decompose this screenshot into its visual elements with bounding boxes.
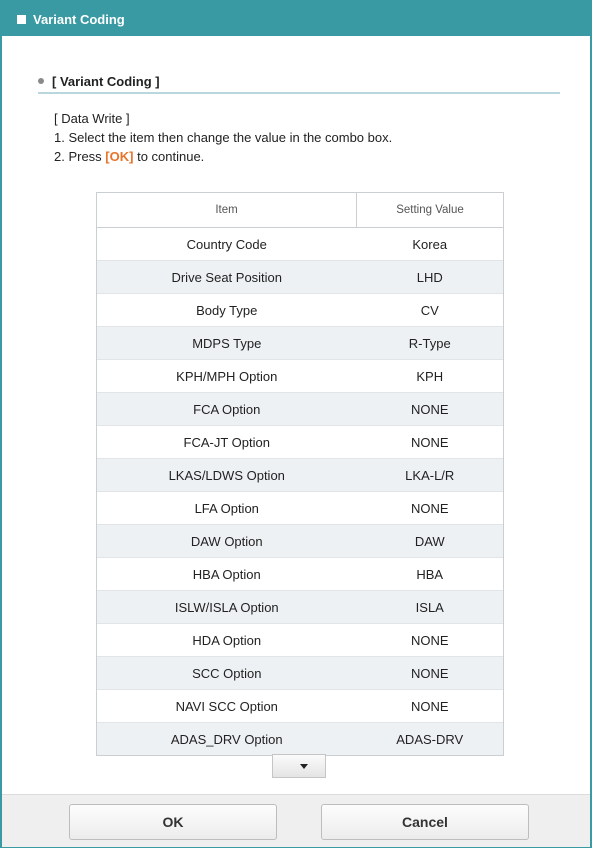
section-heading-label: [ Variant Coding ] — [52, 73, 160, 89]
window-title: Variant Coding — [33, 11, 125, 27]
row-value: Korea — [357, 228, 504, 261]
variant-table — [96, 192, 504, 756]
instructions — [54, 109, 392, 166]
table-row[interactable] — [97, 327, 503, 360]
row-item: MDPS Type — [97, 327, 357, 360]
window-square-icon — [17, 15, 26, 24]
row-item: NAVI SCC Option — [97, 690, 357, 723]
row-value: NONE — [357, 492, 504, 525]
table-body — [97, 228, 503, 756]
row-item: KPH/MPH Option — [97, 360, 357, 393]
cancel-button[interactable]: Cancel — [321, 804, 529, 840]
value-combo-box[interactable] — [272, 754, 326, 778]
table-row[interactable] — [97, 261, 503, 294]
table-header-row — [97, 193, 503, 228]
table-row[interactable] — [97, 723, 503, 756]
chevron-down-icon — [300, 764, 308, 769]
row-item: Drive Seat Position — [97, 261, 357, 294]
bullet-dot-icon — [38, 78, 44, 84]
table-row[interactable] — [97, 624, 503, 657]
table-row[interactable] — [97, 294, 503, 327]
row-value: CV — [357, 294, 504, 327]
row-item: FCA-JT Option — [97, 426, 357, 459]
instruction-line-3-prefix: 2. Press — [54, 149, 106, 164]
row-item: LKAS/LDWS Option — [97, 459, 357, 492]
table-row[interactable] — [97, 525, 503, 558]
row-value: ADAS-DRV — [357, 723, 504, 756]
row-value: DAW — [357, 525, 504, 558]
row-item: ADAS_DRV Option — [97, 723, 357, 756]
table-row[interactable] — [97, 426, 503, 459]
table-row[interactable] — [97, 459, 503, 492]
instruction-line-1: [ Data Write ] — [54, 111, 130, 126]
row-value: NONE — [357, 657, 504, 690]
table-row[interactable] — [97, 558, 503, 591]
instruction-line-2: 1. Select the item then change the value in the combo box. — [54, 130, 393, 145]
row-value: NONE — [357, 426, 504, 459]
row-item: Body Type — [97, 294, 357, 327]
ok-button[interactable]: OK — [69, 804, 277, 840]
instruction-line-3 — [54, 147, 392, 166]
table-row[interactable] — [97, 591, 503, 624]
table-row[interactable] — [97, 492, 503, 525]
column-header-item: Item — [97, 193, 357, 228]
row-value: NONE — [357, 690, 504, 723]
row-value: ISLA — [357, 591, 504, 624]
row-item: ISLW/ISLA Option — [97, 591, 357, 624]
row-item: DAW Option — [97, 525, 357, 558]
row-value: NONE — [357, 393, 504, 426]
row-value: KPH — [357, 360, 504, 393]
dialog-footer — [2, 794, 590, 847]
row-value: LKA-L/R — [357, 459, 504, 492]
table-row[interactable] — [97, 360, 503, 393]
row-value: LHD — [357, 261, 504, 294]
row-value: HBA — [357, 558, 504, 591]
row-item: LFA Option — [97, 492, 357, 525]
table-row[interactable] — [97, 393, 503, 426]
row-item: SCC Option — [97, 657, 357, 690]
section-heading — [38, 70, 560, 94]
row-item: HDA Option — [97, 624, 357, 657]
table-row[interactable] — [97, 228, 503, 261]
row-value: NONE — [357, 624, 504, 657]
instruction-line-3-suffix: to continue. — [133, 149, 205, 164]
row-value: R-Type — [357, 327, 504, 360]
table-row[interactable] — [97, 657, 503, 690]
table-row[interactable] — [97, 690, 503, 723]
title-bar — [2, 2, 590, 36]
row-item: HBA Option — [97, 558, 357, 591]
row-item: FCA Option — [97, 393, 357, 426]
column-header-setting-value: Setting Value — [357, 193, 504, 228]
row-item: Country Code — [97, 228, 357, 261]
instruction-ok-reference: [OK] — [105, 149, 134, 164]
